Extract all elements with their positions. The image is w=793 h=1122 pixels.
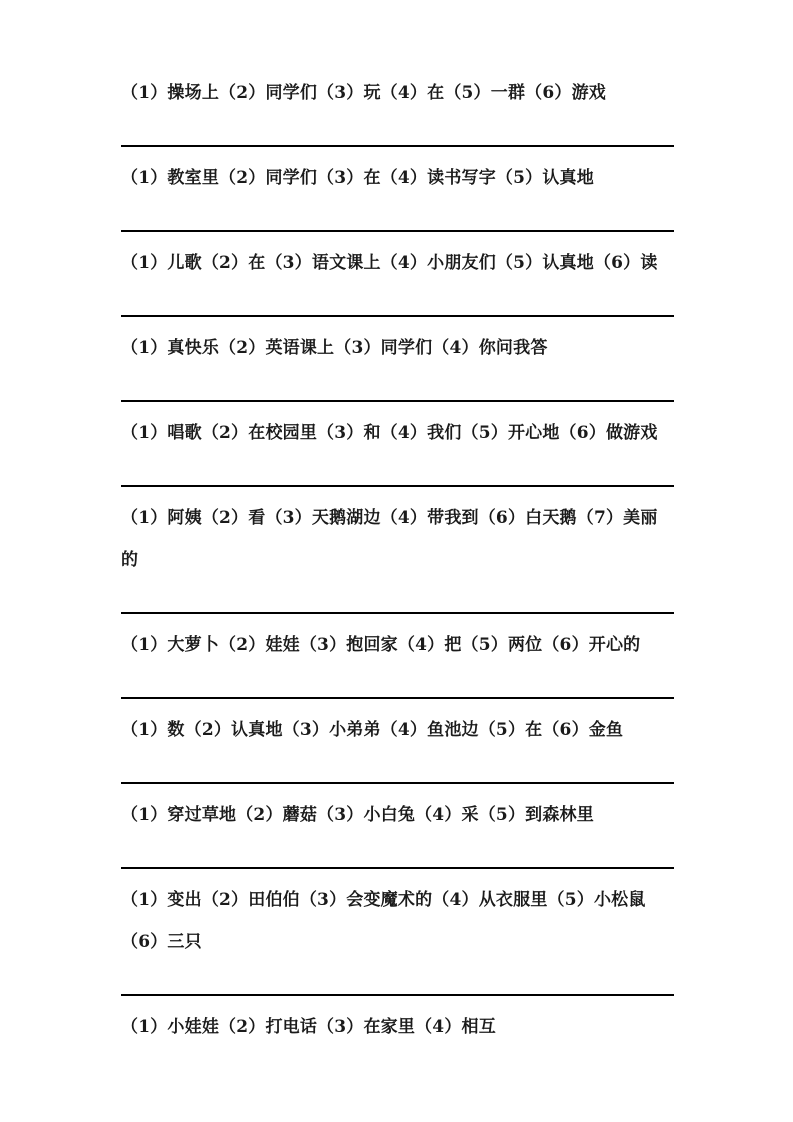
exercise-text: （1）操场上（2）同学们（3）玩（4）在（5）一群（6）游戏 — [121, 83, 606, 103]
exercise-item — [121, 72, 674, 147]
exercise-text: （1）真快乐（2）英语课上（3）同学们（4）你问我答 — [121, 338, 548, 358]
exercise-item — [121, 699, 674, 784]
exercise-list — [121, 72, 674, 1068]
exercise-item — [121, 317, 674, 402]
exercise-text: （1）教室里（2）同学们（3）在（4）读书写字（5）认真地 — [121, 168, 594, 188]
exercise-item — [121, 147, 674, 232]
exercise-text: （1）大萝卜（2）娃娃（3）抱回家（4）把（5）两位（6）开心的 — [121, 635, 641, 655]
exercise-item — [121, 614, 674, 699]
exercise-text: （1）阿姨（2）看（3）天鹅湖边（4）带我到（6）白天鹅（7）美丽的 — [121, 508, 658, 570]
exercise-text: （1）穿过草地（2）蘑菇（3）小白兔（4）采（5）到森林里 — [121, 805, 594, 825]
exercise-text: （1）儿歌（2）在（3）语文课上（4）小朋友们（5）认真地（6）读 — [121, 253, 658, 273]
exercise-item — [121, 996, 674, 1068]
exercise-item — [121, 232, 674, 317]
exercise-item — [121, 487, 674, 614]
exercise-text: （1）数（2）认真地（3）小弟弟（4）鱼池边（5）在（6）金鱼 — [121, 720, 624, 740]
exercise-text: （1）唱歌（2）在校园里（3）和（4）我们（5）开心地（6）做游戏 — [121, 423, 658, 443]
exercise-text: （1）小娃娃（2）打电话（3）在家里（4）相互 — [121, 1017, 496, 1037]
exercise-item — [121, 869, 674, 996]
exercise-text: （1）变出（2）田伯伯（3）会变魔术的（4）从衣服里（5）小松鼠（6）三只 — [121, 890, 646, 952]
exercise-item — [121, 784, 674, 869]
exercise-item — [121, 402, 674, 487]
